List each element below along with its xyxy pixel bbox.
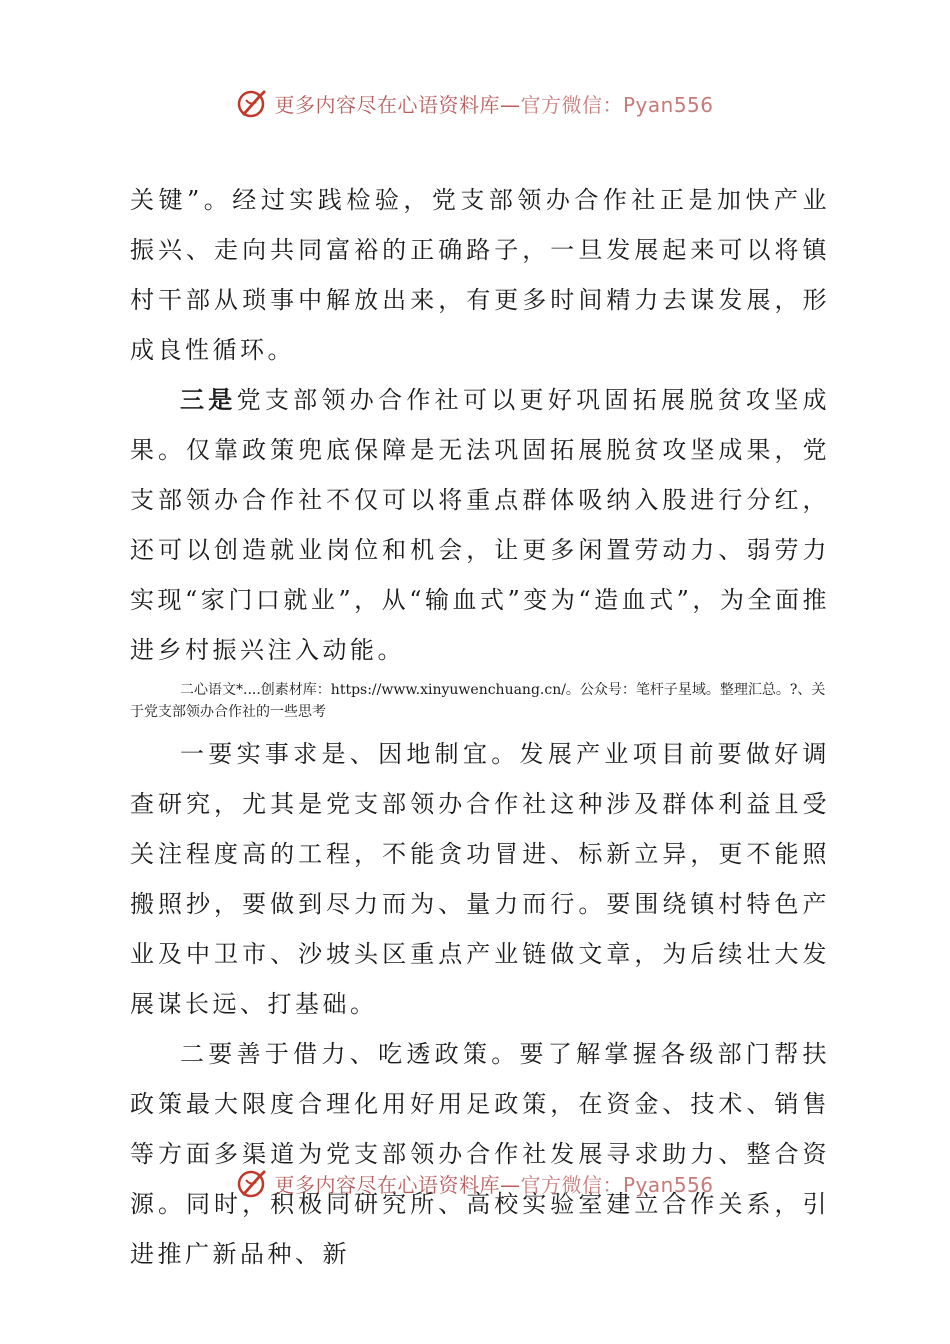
paragraph-1: 关键”。经过实践检验，党支部领办合作社正是加快产业振兴、走向共同富裕的正确路子，一旦发展起来可以将镇村干部从琐事中解放出来，有更多时间精力去谋发展，形成良性循环。 [130,186,830,364]
pen-nib-logo-icon [236,1166,270,1200]
footer-brand: 更多内容尽在心语资料库 [274,1172,500,1197]
header-wechat-id: Pyan556 [622,92,714,117]
header-brand-text [274,89,713,118]
footer-brand-text [274,1169,713,1198]
paragraph-2-lead: 三是 [180,385,237,414]
document-body [130,175,830,1279]
source-note: 二心语文*....创素材库：https://www.xinyuwenchuang.cn/。公众号：笔杆子星域。整理汇总。?、关于党支部领办合作社的一些思考 [130,682,826,720]
footer-wechat-id: Pyan556 [622,1172,714,1197]
paragraph-2-text: 党支部领办合作社可以更好巩固拓展脱贫攻坚成果。仅靠政策兜底保障是无法巩固拓展脱贫攻坚成果，党支部领办合作社不仅可以将重点群体吸纳入股进行分红，还可以创造就业岗位和机会，让更多闲置劳动力、弱劳力实现“家门口就业”，从“输血式”变为“造血式”，为全面推进乡村振兴注入动能。 [130,386,831,664]
footer-separator: — [499,1172,521,1197]
footer-wechat-label: 官方微信： [520,1172,623,1197]
footer-banner [0,1163,950,1203]
header-separator: — [499,92,521,117]
paragraph-2 [130,375,830,675]
paragraph-3: 一要实事求是、因地制宜。发展产业项目前要做好调查研究，尤其是党支部领办合作社这种涉及群体利益且受关注程度高的工程，不能贪功冒进、标新立异，更不能照搬照抄，要做到尽力而为、量力而行。要围绕镇村特色产业及中卫市、沙坡头区重点产业链做文章，为后续壮大发展谋长远、打基础。 [130,740,830,1018]
header-brand: 更多内容尽在心语资料库 [274,92,500,117]
paragraph-4: 二要善于借力、吃透政策。要了解掌握各级部门帮扶政策最大限度合理化用好用足政策，在资金、技术、销售等方面多渠道为党支部领办合作社发展寻求助力、整合资源。同时，积极同研究所、高校实验室建立合作关系，引进推广新品种、新 [130,1040,830,1268]
header-banner [0,83,950,123]
header-wechat-label: 官方微信： [520,92,623,117]
pen-nib-logo-icon [236,86,270,120]
